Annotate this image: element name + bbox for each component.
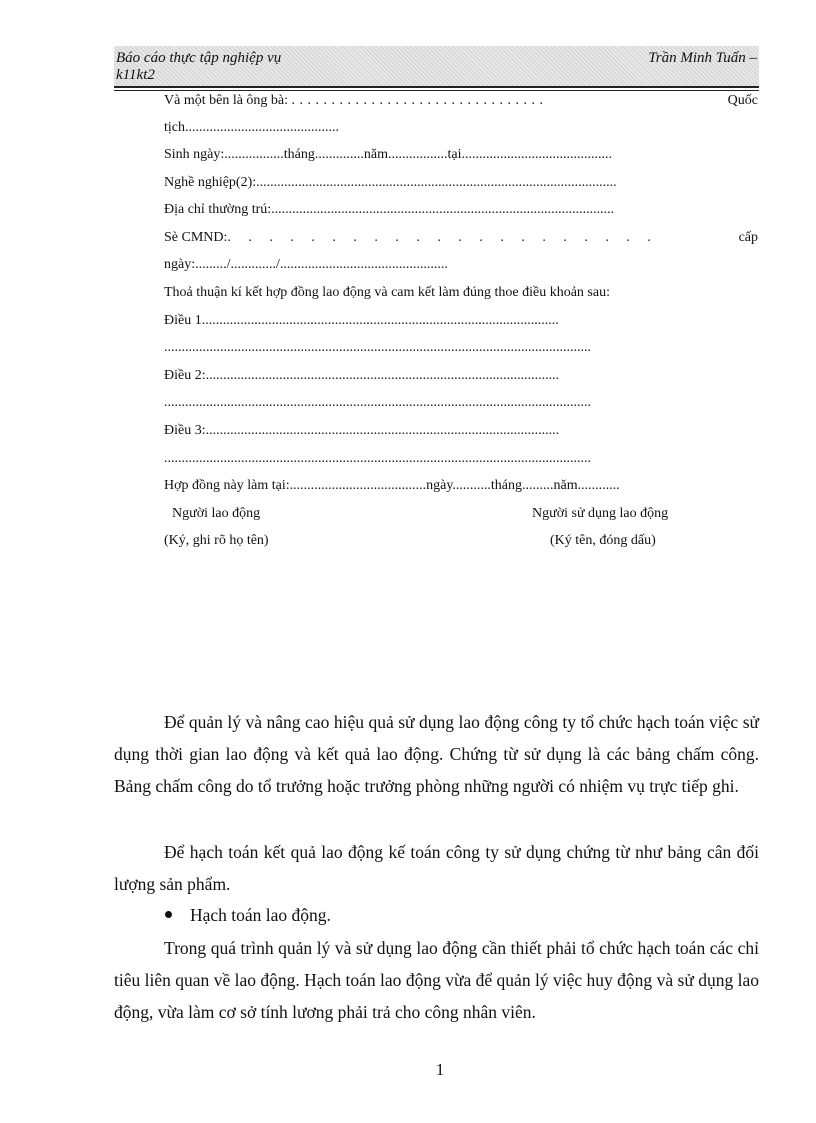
form-line-article-3-cont: .......................................................................................................................... bbox=[164, 451, 591, 466]
form-line-article-2-cont: .......................................................................................................................... bbox=[164, 395, 591, 410]
form-line-birth: Sinh ngày:.................tháng..............năm.................tại........................................... bbox=[164, 147, 612, 162]
employer-sign-note: (Ký tên, đóng dấu) bbox=[550, 533, 656, 548]
bullet-icon bbox=[165, 911, 172, 918]
page-header bbox=[114, 46, 759, 86]
employee-sign-note: (Ký, ghi rõ họ tên) bbox=[164, 533, 269, 548]
paragraph-3: Trong quá trình quản lý và sử dụng lao động cần thiết phải tổ chức hạch toán các chỉ tiêu liên quan về lao động. Hạch toán lao động vừa để quản lý việc huy động và sử dụng lao động, vừa làm cơ sở tính lương phải trả cho công nhân viên. bbox=[114, 938, 759, 1022]
form-line-id: Sè CMND:. . . . . . . . . . . . . . . . . . . . . cấp bbox=[164, 230, 758, 245]
form-line-article-2: Điều 2:..................................................................................................... bbox=[164, 368, 560, 383]
form-line-nationality: tịch............................................ bbox=[164, 120, 339, 135]
form-line-place: Hợp đồng này làm tại:.......................................ngày...........tháng.........năm............ bbox=[164, 478, 620, 493]
bullet-text: Hạch toán lao động. bbox=[190, 905, 331, 925]
header-divider bbox=[114, 86, 759, 91]
form-line-address: Địa chỉ thường trú:.................................................................................................. bbox=[164, 202, 615, 217]
form-line-article-1-cont: .......................................................................................................................... bbox=[164, 340, 591, 355]
form-line-article-3: Điều 3:..................................................................................................... bbox=[164, 423, 560, 438]
page-number: 1 bbox=[435, 1060, 445, 1079]
form-line-party: Và một bên là ông bà: . . . . . . . . . . . . . . . . . . . . . . . . . . . . . . . . Quốc bbox=[164, 93, 758, 108]
form-line-id-end: cấp bbox=[738, 230, 758, 245]
header-report-title: Báo cáo thực tập nghiệp vụ bbox=[116, 50, 282, 66]
form-line-party-end: Quốc bbox=[727, 93, 758, 108]
form-line-agreement: Thoả thuận kí kết hợp đồng lao động và cam kết làm đúng thoe điều khoản sau: bbox=[164, 285, 610, 300]
employee-title: Người lao động bbox=[172, 506, 261, 521]
employer-title: Người sử dụng lao động bbox=[532, 506, 669, 521]
header-author: Trần Minh Tuấn – bbox=[648, 50, 757, 66]
form-line-article-1: Điều 1...................................................................................................... bbox=[164, 313, 559, 328]
header-left bbox=[116, 50, 281, 84]
paragraph-1: Để quản lý và nâng cao hiệu quả sử dụng lao động công ty tổ chức hạch toán việc sử dụng thời gian lao động và kết quả lao động. Chứng từ sử dụng là các bảng chấm công. Bảng chấm công do tổ trưởng hoặc trưởng phòng những người có nhiệm vụ trực tiếp ghi. bbox=[114, 712, 759, 796]
form-line-issue-date: ngày:........./............./................................................ bbox=[164, 257, 448, 272]
form-line-occupation: Nghề nghiệp(2):....................................................................................................... bbox=[164, 175, 617, 190]
paragraph-2: Để hạch toán kết quả lao động kế toán công ty sử dụng chứng từ như bảng cân đối lượng sản phẩm. bbox=[114, 842, 759, 894]
bullet-item bbox=[165, 905, 331, 926]
header-class-code: k11kt2 bbox=[116, 67, 155, 83]
